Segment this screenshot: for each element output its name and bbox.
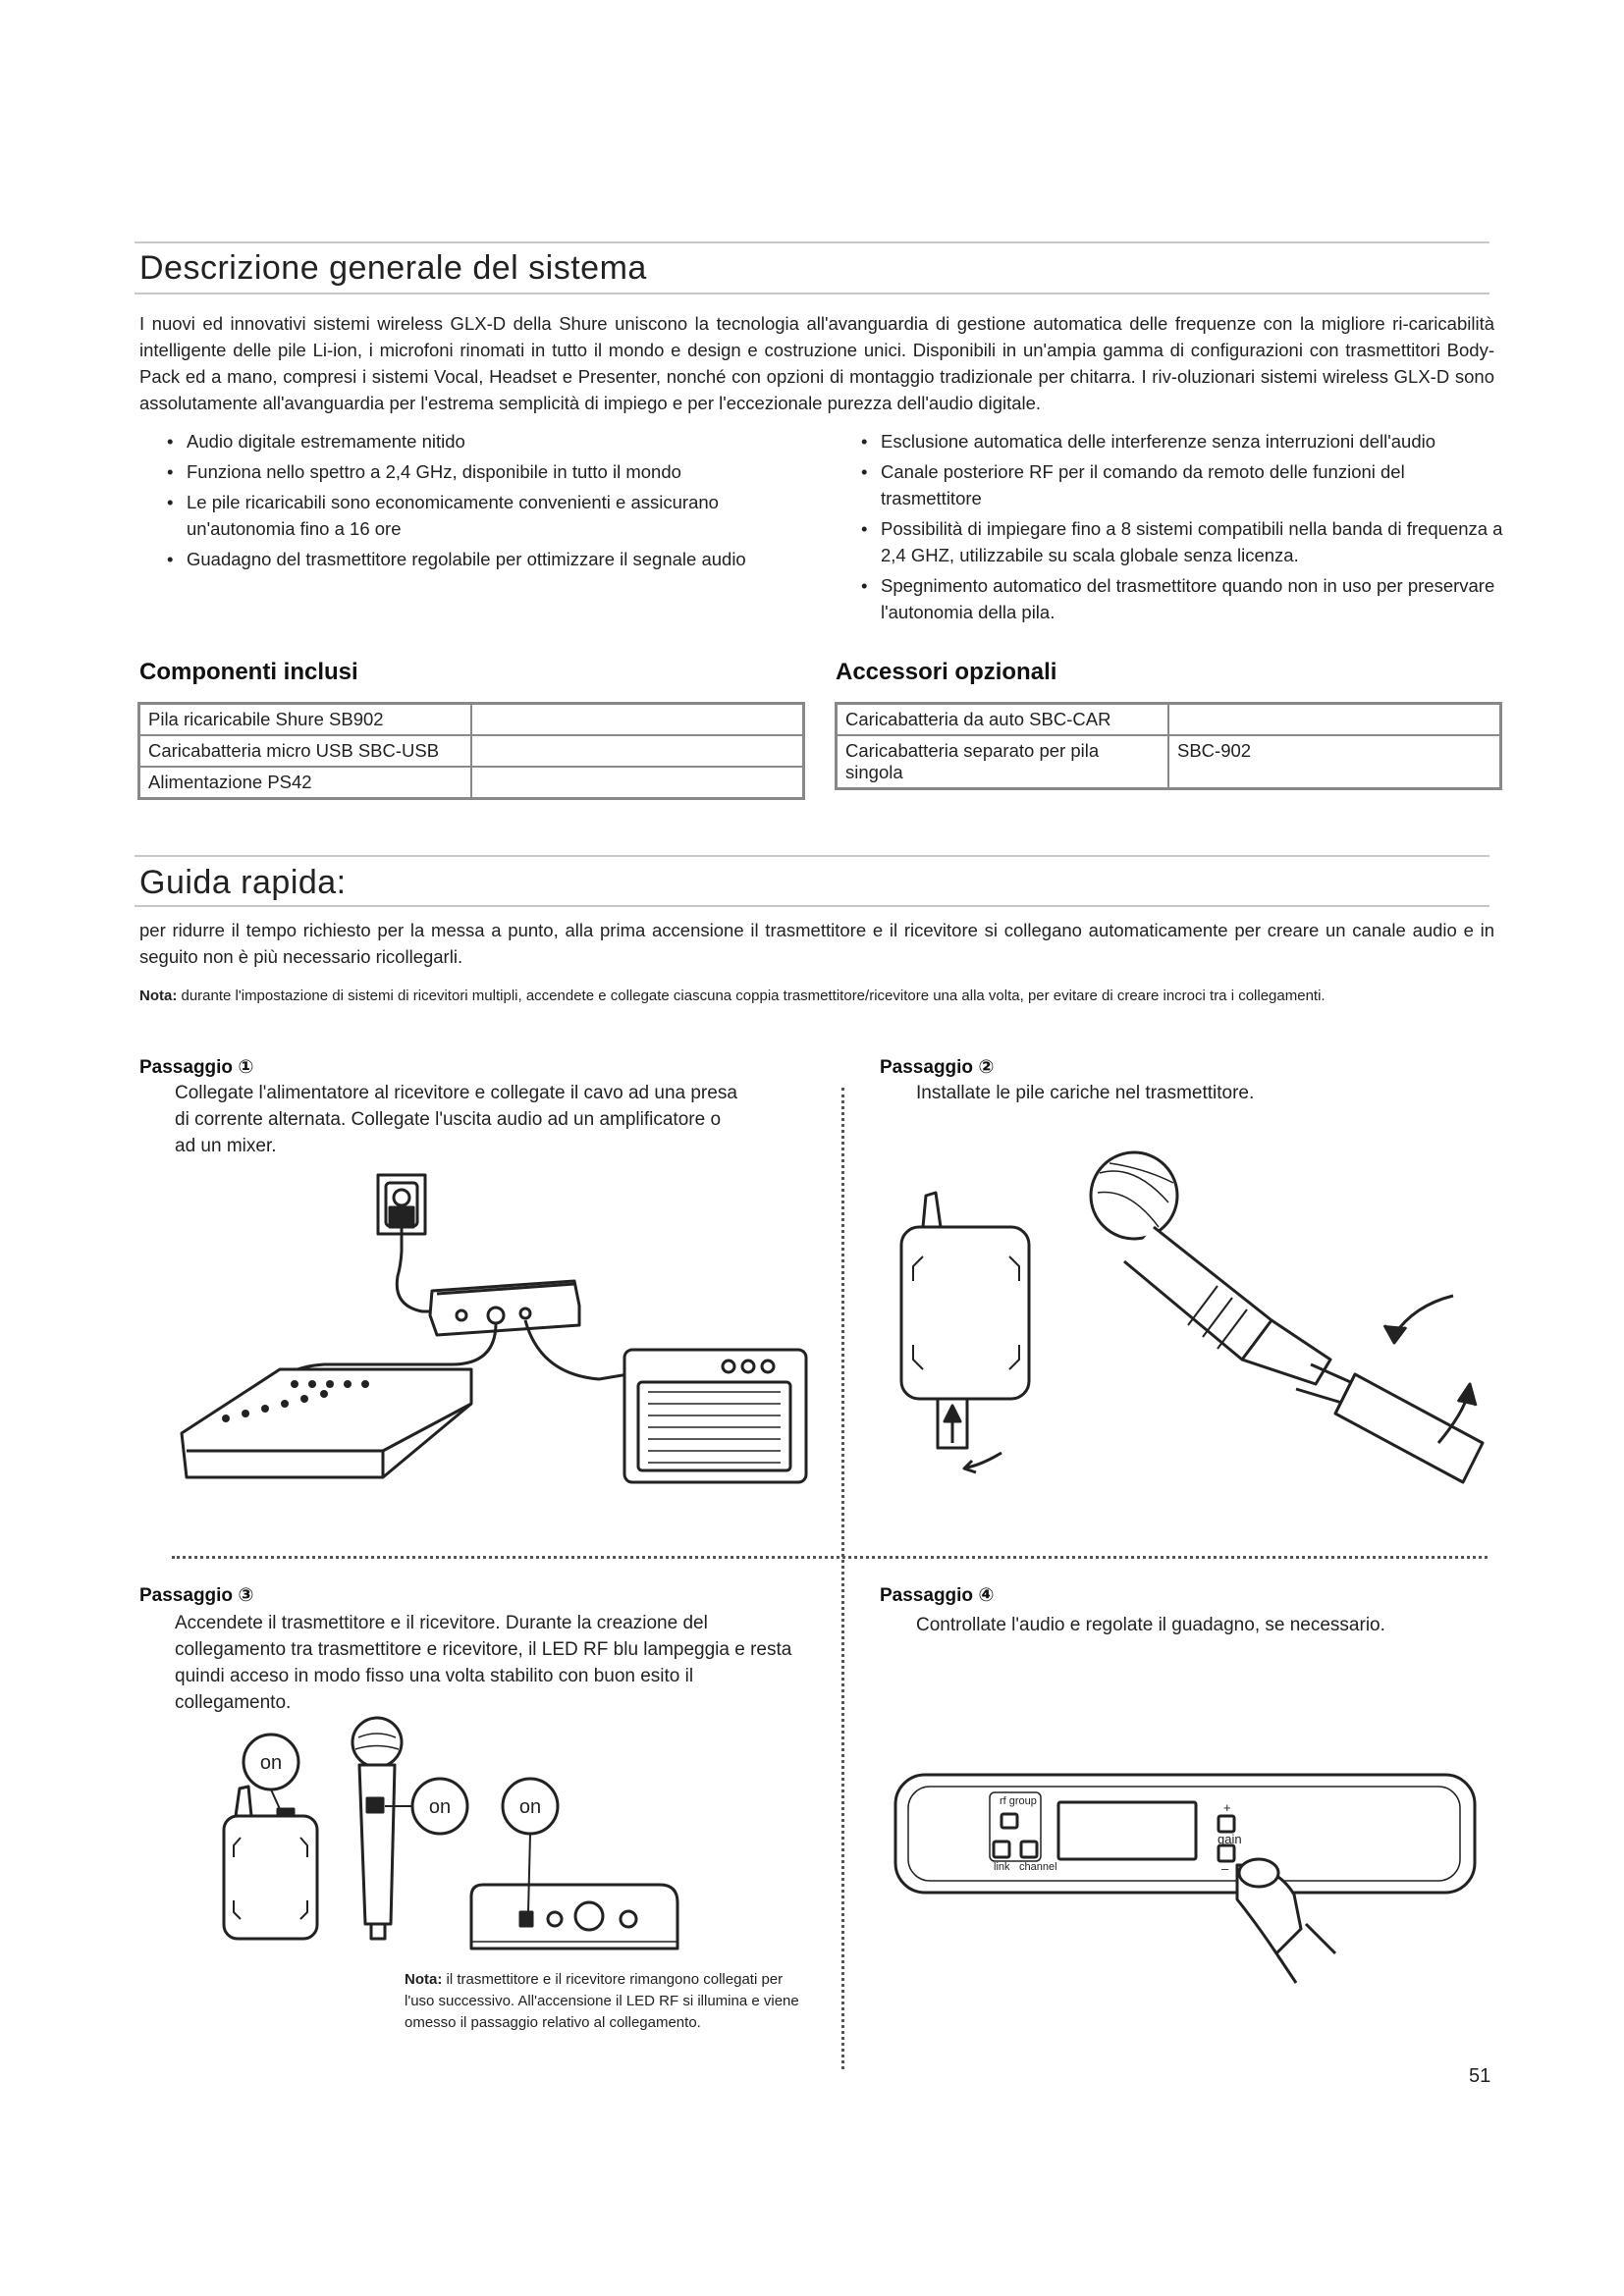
table-cell: SBC-902 xyxy=(1168,735,1501,789)
list-item: • Guadagno del trasmettitore regolabile per ottimizzare il segnale audio xyxy=(163,546,811,572)
note-text: durante l'impostazione di sistemi di ricevitori multipli, accendete e collegate ciascuna coppia trasmettitore/ricevitore una alla volta, per evitare di creare incroci tra i collegamenti. xyxy=(177,988,1326,1004)
table-cell: Caricabatteria separato per pila singola xyxy=(837,735,1169,789)
overview-intro: I nuovi ed innovativi sistemi wireless GLX-D della Shure uniscono la tecnologia all'avanguardia di gestione automatica delle frequenze con la migliore ri-caricabilità intelligente delle pile Li-ion, i microfoni rinomati in tutto il mondo e design e costruzione unici. Disponibili in un'ampia gamma di configurazioni con trasmettitori Body-Pack ed a mano, compresi i sistemi Vocal, Headset e Presenter, nonché con opzioni di montaggio tradizionale per chitarra. I riv-oluzionari sistemi wireless GLX-D sono assolutamente all'avanguardia per l'estrema semplicità di impiego e per l'eccezionale purezza dell'audio digitale. xyxy=(139,313,1494,413)
components-title: Componenti inclusi xyxy=(139,659,358,685)
page-number: 51 xyxy=(1469,2065,1491,2087)
on-label: on xyxy=(259,1752,283,1774)
step-2-text: Installate le pile cariche nel trasmettitore. xyxy=(916,1083,1255,1103)
step-3-text: Accendete il trasmettitore e il ricevitore. Durante la creazione del collegamento tra trasmettitore e ricevitore, il LED RF blu lampeggia e resta quindi acceso in modo fisso una volta stabilito con buon esito il collegamento. xyxy=(175,1613,792,1713)
step-4-text: Controllate l'audio e regolate il guadagno, se necessario. xyxy=(916,1615,1385,1635)
plus-label: + xyxy=(1223,1800,1231,1815)
step-1-heading: Passaggio ① xyxy=(139,1057,254,1078)
step-4-heading: Passaggio ④ xyxy=(880,1585,995,1606)
receiver-front-panel-icon xyxy=(895,1775,1475,1893)
link-label: link xyxy=(994,1861,1010,1873)
on-label: on xyxy=(518,1796,542,1818)
minus-label: – xyxy=(1221,1861,1229,1876)
section-title-overview: Descrizione generale del sistema xyxy=(139,249,647,287)
note-label: Nota: xyxy=(139,988,178,1004)
channel-label: channel xyxy=(1019,1861,1057,1873)
on-label: on xyxy=(428,1796,452,1818)
accessories-title: Accessori opzionali xyxy=(836,659,1057,685)
rf-group-label: rf group xyxy=(1000,1795,1037,1807)
list-item: • Canale posteriore RF per il comando da remoto delle funzioni del trasmettitore xyxy=(857,458,1505,511)
note-text: il trasmettitore e il ricevitore rimangono collegati per l'uso successivo. All'accensione il LED RF si illumina e viene omesso il passaggio relativo al collegamento. xyxy=(405,1971,799,2031)
list-item: • Audio digitale estremamente nitido xyxy=(163,428,811,454)
step-3-heading: Passaggio ③ xyxy=(139,1585,254,1606)
list-item: • Funziona nello spettro a 2,4 GHz, disponibile in tutto il mondo xyxy=(163,458,811,485)
note-label: Nota: xyxy=(405,1971,443,1988)
list-item: • Esclusione automatica delle interferenze senza interruzioni dell'audio xyxy=(857,428,1505,454)
list-item: • Possibilità di impiegare fino a 8 sistemi compatibili nella banda di frequenza a 2,4 GHZ, utilizzabile su scala globale senza licenza. xyxy=(857,515,1505,568)
table-cell: Caricabatteria da auto SBC-CAR xyxy=(837,704,1169,736)
list-item: • Le pile ricaricabili sono economicamente convenienti e assicurano un'autonomia fino a 16 ore xyxy=(163,489,811,542)
step-1-text: Collegate l'alimentatore al ricevitore e collegate il cavo ad una presa di corrente alternata. Collegate l'uscita audio ad un amplificatore o ad un mixer. xyxy=(175,1083,737,1156)
step-2-heading: Passaggio ② xyxy=(880,1057,995,1078)
gain-label: gain xyxy=(1218,1832,1242,1846)
table-cell: Pila ricaricabile Shure SB902 xyxy=(139,704,472,736)
table-cell: Alimentazione PS42 xyxy=(139,767,472,799)
section-title-quickstart: Guida rapida: xyxy=(139,864,347,901)
quickstart-intro: per ridurre il tempo richiesto per la messa a punto, alla prima accensione il trasmettitore e il ricevitore si collegano automaticamente per creare un canale audio e in seguito non è più necessario ricollegarli. xyxy=(139,920,1494,967)
table-cell: Caricabatteria micro USB SBC-USB xyxy=(139,735,472,767)
list-item: • Spegnimento automatico del trasmettitore quando non in uso per preservare l'autonomia della pila. xyxy=(857,572,1505,625)
